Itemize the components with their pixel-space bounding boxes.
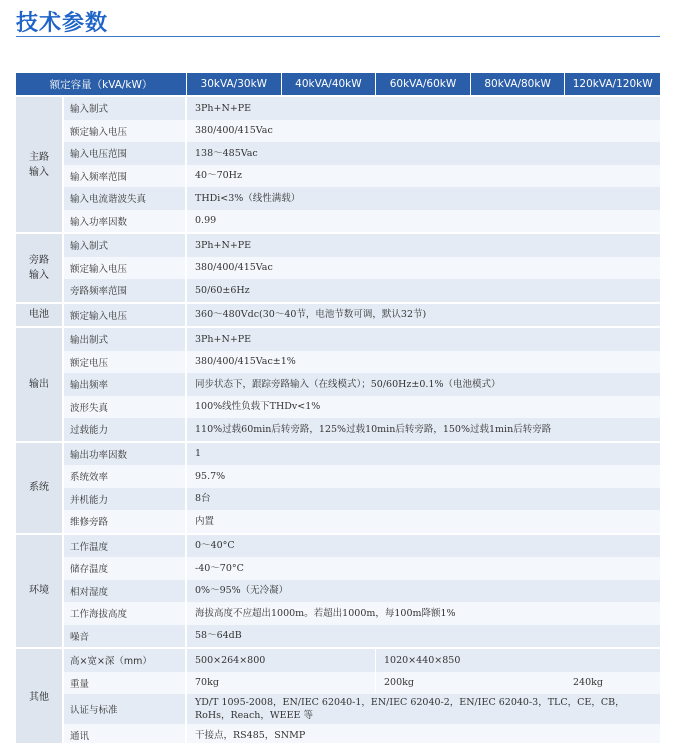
param-value: THDi<3%（线性满载）	[195, 192, 301, 204]
table-row	[64, 602, 660, 625]
group-label: 系统	[16, 443, 64, 533]
param-value: YD/T 1095-2008，EN/IEC 62040-1，EN/IEC 62040-2，EN/IEC 62040-3，TLC，CE，CB，RoHs，Reach，WEEE 等	[195, 697, 625, 721]
table-row	[64, 257, 660, 280]
table-row	[64, 210, 660, 233]
param-value: 0.99	[195, 215, 217, 227]
param-name: 过载能力	[64, 418, 187, 441]
param-value: 3Ph+N+PE	[195, 102, 252, 114]
spec-group	[16, 326, 660, 441]
table-row	[64, 443, 660, 466]
header-col-120: 120kVA/120kW	[565, 73, 660, 95]
param-value: 100%线性负载下THDv<1%	[195, 401, 321, 413]
table-row	[64, 418, 660, 441]
header-capacity: 额定容量（kVA/kW）	[16, 73, 187, 95]
param-value: 58～64dB	[195, 630, 242, 642]
table-row	[64, 465, 660, 488]
title-divider	[16, 36, 660, 37]
header-col-40: 40kVA/40kW	[282, 73, 377, 95]
header-col-30: 30kVA/30kW	[187, 73, 282, 95]
param-value: 110%过载60min后转旁路，125%过载10min后转旁路，150%过载1min后转旁路	[195, 423, 552, 435]
param-value: 40～70Hz	[195, 170, 242, 182]
spec-group	[16, 533, 660, 648]
param-value: 200kg	[384, 677, 414, 689]
param-name: 输入频率范围	[64, 165, 187, 188]
table-row	[64, 165, 660, 188]
group-label: 输出	[16, 328, 64, 441]
param-name: 输出功率因数	[64, 443, 187, 466]
param-name: 高×宽×深（mm）	[64, 649, 187, 672]
table-row	[64, 580, 660, 603]
param-name: 旁路频率范围	[64, 279, 187, 302]
param-value: 海拔高度不应超出1000m。若超出1000m，每100m降额1%	[195, 607, 456, 619]
param-value: 380/400/415Vac	[195, 125, 273, 137]
param-name: 重量	[64, 672, 187, 695]
table-row	[64, 488, 660, 511]
param-value: 1020×440×850	[384, 654, 461, 666]
param-name: 认证与标准	[64, 694, 187, 724]
param-name: 工作海拔高度	[64, 602, 187, 625]
param-value: 8台	[195, 493, 211, 505]
table-row	[64, 535, 660, 558]
table-row	[64, 234, 660, 257]
param-value: 380/400/415Vac±1%	[195, 356, 296, 368]
table-row	[64, 396, 660, 419]
param-name: 维修旁路	[64, 510, 187, 533]
spec-group	[16, 302, 660, 327]
param-name: 相对湿度	[64, 580, 187, 603]
param-value: 3Ph+N+PE	[195, 333, 252, 345]
param-name: 输入制式	[64, 97, 187, 120]
param-value: 500×264×800	[187, 649, 376, 672]
table-header	[16, 73, 660, 95]
header-col-80: 80kVA/80kW	[471, 73, 566, 95]
group-label: 旁路 输入	[16, 234, 64, 302]
param-value: 1	[195, 448, 202, 460]
param-value: 95.7%	[195, 470, 226, 482]
param-value: 70kg	[187, 672, 376, 695]
group-label: 电池	[16, 304, 64, 327]
group-other	[16, 647, 660, 743]
param-value: 3Ph+N+PE	[195, 239, 252, 251]
param-value: 同步状态下，跟踪旁路输入（在线模式）；50/60Hz±0.1%（电池模式）	[195, 378, 501, 390]
param-name: 输入制式	[64, 234, 187, 257]
param-name: 输入功率因数	[64, 210, 187, 233]
param-value: 干接点，RS485，SNMP	[195, 729, 306, 741]
param-name: 输出频率	[64, 373, 187, 396]
param-name: 额定输入电压	[64, 257, 187, 280]
param-value: 240kg	[573, 677, 603, 689]
table-row	[64, 351, 660, 374]
group-label: 主路 输入	[16, 97, 64, 232]
table-row	[64, 625, 660, 648]
spec-group	[16, 95, 660, 232]
param-name: 噪音	[64, 625, 187, 648]
param-name: 并机能力	[64, 488, 187, 511]
param-value: 0～40°C	[195, 540, 235, 552]
table-body	[16, 95, 660, 647]
param-value: -40～70°C	[195, 562, 244, 574]
param-value: 内置	[195, 515, 215, 527]
spec-group	[16, 441, 660, 533]
param-value: 50/60±6Hz	[195, 284, 250, 296]
page-title: 技术参数	[16, 11, 109, 36]
param-name: 额定输入电压	[64, 304, 187, 327]
table-row	[64, 97, 660, 120]
param-name: 储存温度	[64, 557, 187, 580]
param-name: 波形失真	[64, 396, 187, 419]
param-name: 输入电流谐波失真	[64, 187, 187, 210]
param-value: 360～480Vdc(30～40节，电池节数可调，默认32节)	[195, 309, 427, 321]
group-label: 环境	[16, 535, 64, 648]
param-name: 额定电压	[64, 351, 187, 374]
table-row	[64, 510, 660, 533]
spec-table	[16, 73, 660, 743]
param-name: 系统效率	[64, 465, 187, 488]
header-col-60: 60kVA/60kW	[376, 73, 471, 95]
table-row	[64, 328, 660, 351]
table-row	[64, 373, 660, 396]
param-name: 输出制式	[64, 328, 187, 351]
table-row	[64, 557, 660, 580]
table-row	[64, 187, 660, 210]
param-value: 0%～95%（无冷凝）	[195, 585, 289, 597]
param-value: 138～485Vac	[195, 147, 258, 159]
spec-group	[16, 232, 660, 302]
param-value: 380/400/415Vac	[195, 262, 273, 274]
param-name: 工作温度	[64, 535, 187, 558]
table-row	[64, 120, 660, 143]
table-row	[64, 142, 660, 165]
param-name: 通讯	[64, 724, 187, 743]
group-label: 其他	[16, 649, 64, 743]
table-row	[64, 304, 660, 327]
table-row	[64, 279, 660, 302]
param-name: 输入电压范围	[64, 142, 187, 165]
param-name: 额定输入电压	[64, 120, 187, 143]
